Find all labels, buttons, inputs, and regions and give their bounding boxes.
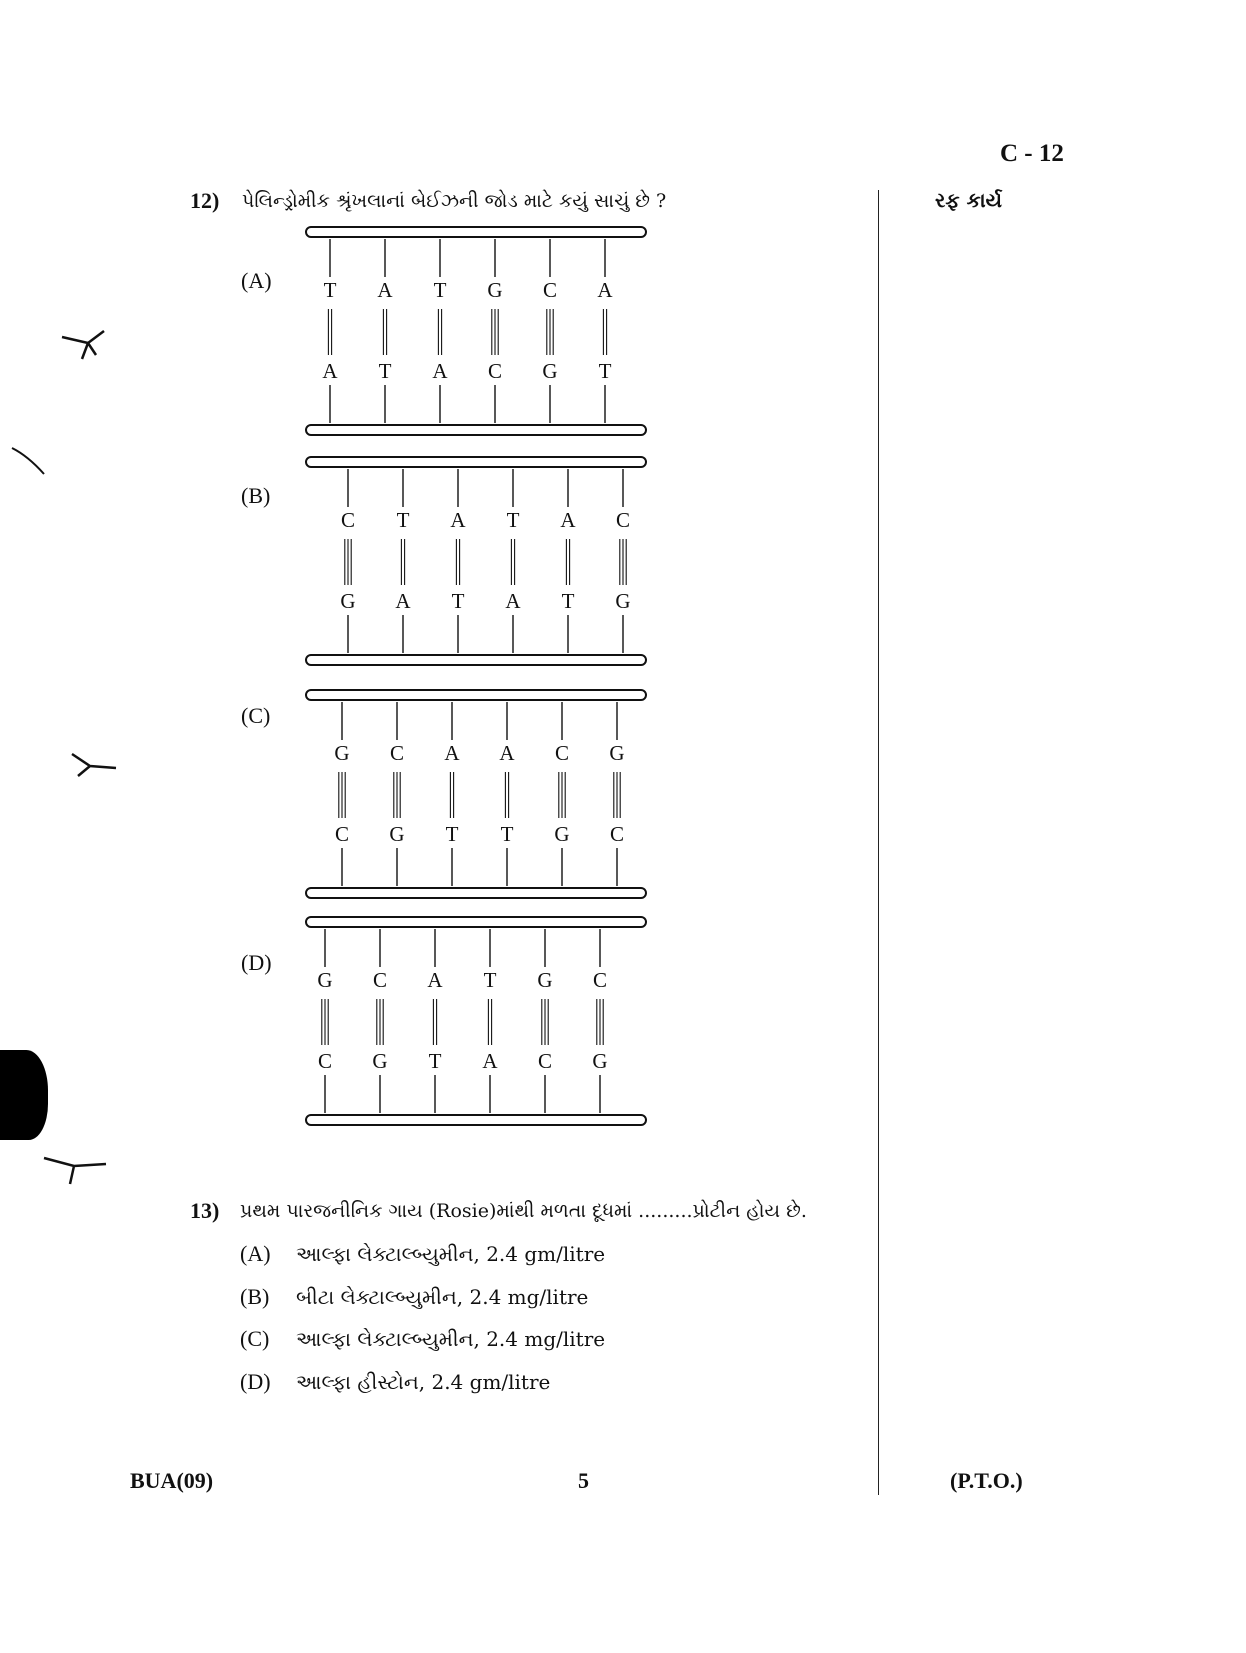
bottom-base: C: [609, 822, 625, 846]
top-base: C: [372, 968, 388, 992]
top-base: G: [317, 968, 333, 992]
top-base: G: [537, 968, 553, 992]
q13-option-a-label: (A): [240, 1241, 271, 1266]
q12-option-d-label: (D): [241, 950, 272, 975]
scan-mark: [40, 1150, 110, 1190]
bottom-base: C: [317, 1049, 333, 1073]
top-base: G: [487, 278, 503, 302]
top-base: T: [483, 968, 497, 992]
top-base: A: [450, 508, 466, 532]
top-base: C: [340, 508, 356, 532]
top-backbone: [306, 690, 646, 700]
bottom-base: G: [340, 589, 356, 613]
bottom-base: A: [482, 1049, 498, 1073]
q12-option-a-diagram: [300, 225, 660, 445]
top-base: A: [499, 741, 515, 765]
scan-ink-blot: [0, 1050, 48, 1140]
q13-option-b-label: (B): [240, 1284, 270, 1309]
bottom-base: A: [395, 589, 411, 613]
bottom-base: C: [537, 1049, 553, 1073]
bottom-base: C: [487, 359, 503, 383]
q13-option-d-label: (D): [240, 1369, 271, 1394]
footer-code: BUA(09): [130, 1468, 214, 1493]
bottom-base: C: [334, 822, 350, 846]
bottom-base: T: [428, 1049, 442, 1073]
top-base: A: [427, 968, 443, 992]
top-backbone: [306, 227, 646, 237]
bottom-base: T: [598, 359, 612, 383]
question-13-number: 13): [190, 1198, 220, 1223]
scan-mark: [60, 325, 110, 365]
q13-option-d-text: આલ્ફા હીસ્ટોન, 2.4 gm/litre: [296, 1370, 551, 1394]
top-base: C: [554, 741, 570, 765]
q12-option-b-diagram: [300, 455, 660, 675]
scan-mark: [8, 440, 48, 480]
bottom-base: T: [445, 822, 459, 846]
top-base: G: [609, 741, 625, 765]
bottom-base: T: [378, 359, 392, 383]
bottom-backbone: [306, 1115, 646, 1125]
top-base: A: [377, 278, 393, 302]
top-base: G: [334, 741, 350, 765]
top-backbone: [306, 917, 646, 927]
top-base: A: [444, 741, 460, 765]
q13-option-c-text: આલ્ફા લેક્ટાલ્બ્યુમીન, 2.4 mg/litre: [296, 1327, 606, 1351]
top-backbone: [306, 457, 646, 467]
top-base: T: [396, 508, 410, 532]
bottom-base: T: [451, 589, 465, 613]
bottom-backbone: [306, 888, 646, 898]
bottom-base: G: [372, 1049, 388, 1073]
question-12-number: 12): [190, 188, 220, 213]
q12-option-b-label: (B): [241, 483, 271, 508]
question-12-text: પેલિન્ડ્રોમીક શ્રૃંખલાનાં બેઈઝની જોડ માટે કયું સાચું છે ?: [242, 190, 667, 212]
top-base: C: [542, 278, 558, 302]
bottom-base: G: [389, 822, 405, 846]
q12-option-a-label: (A): [241, 268, 272, 293]
bottom-base: T: [500, 822, 514, 846]
bottom-base: G: [615, 589, 631, 613]
q13-option-c-label: (C): [240, 1326, 270, 1351]
bottom-backbone: [306, 655, 646, 665]
q13-option-a-text: આલ્ફા લેક્ટાલ્બ્યુમીન, 2.4 gm/litre: [296, 1242, 606, 1266]
q13-option-b-text: બીટા લેક્ટાલ્બ્યુમીન, 2.4 mg/litre: [296, 1285, 589, 1309]
q12-option-c-diagram: [300, 688, 660, 908]
page-code: C - 12: [1000, 140, 1064, 167]
column-divider: [878, 190, 879, 1495]
q12-option-c-label: (C): [241, 703, 271, 728]
top-base: A: [560, 508, 576, 532]
top-base: C: [615, 508, 631, 532]
bottom-backbone: [306, 425, 646, 435]
top-base: C: [389, 741, 405, 765]
bottom-base: G: [592, 1049, 608, 1073]
bottom-base: T: [561, 589, 575, 613]
bottom-base: A: [322, 359, 338, 383]
rough-work-heading: રફ કાર્ય: [935, 188, 1002, 212]
top-base: T: [323, 278, 337, 302]
bottom-base: G: [542, 359, 558, 383]
top-base: C: [592, 968, 608, 992]
bottom-base: A: [432, 359, 448, 383]
q12-option-d-diagram: [300, 915, 660, 1135]
page-number: 5: [578, 1468, 589, 1493]
bottom-base: G: [554, 822, 570, 846]
please-turn-over: (P.T.O.): [950, 1468, 1023, 1493]
question-13-text: પ્રથમ પારજનીનિક ગાય (Rosie)માંથી મળતા દૂધમાં .........પ્રોટીન હોય છે.: [240, 1200, 807, 1222]
top-base: T: [506, 508, 520, 532]
top-base: T: [433, 278, 447, 302]
top-base: A: [597, 278, 613, 302]
bottom-base: A: [505, 589, 521, 613]
scan-mark: [70, 750, 120, 780]
